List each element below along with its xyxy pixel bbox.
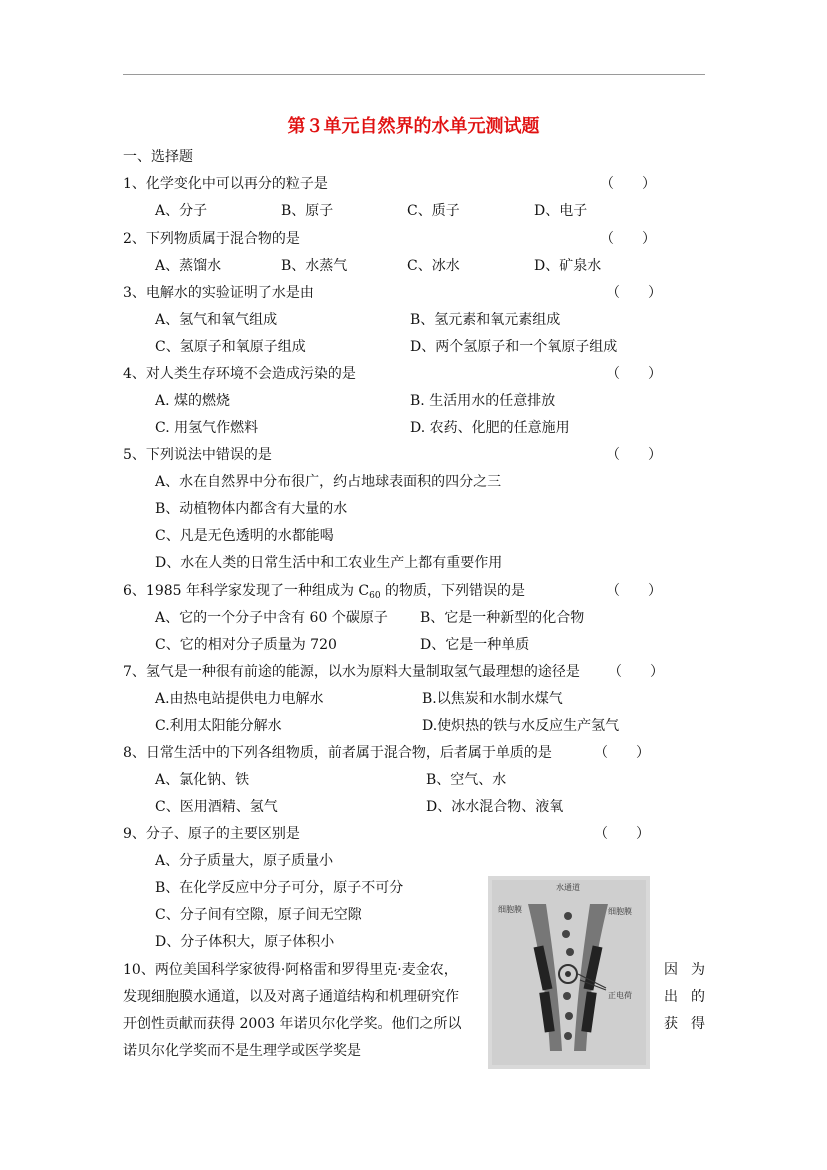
q7-answer-blank: （ ）: [608, 664, 664, 680]
q10-line-3: 开创性贡献而获得 2003 年诺贝尔化学奖。他们之所以: [123, 1016, 462, 1032]
q2-option-b: B、水蒸气: [281, 258, 348, 274]
figure-label-top: 水通道: [556, 883, 580, 892]
header-rule: [123, 74, 705, 75]
q10-line-1-right-a: 因: [664, 962, 678, 978]
positive-charge-center: [565, 971, 571, 977]
q4-stem: 4、对人类生存环境不会造成污染的是: [123, 366, 356, 382]
q5-stem: 5、下列说法中错误的是: [123, 447, 272, 463]
q10-line-2: 发现细胞膜水通道，以及对离子通道结构和机理研究作: [123, 989, 459, 1005]
q5-option-d: D、水在人类的日常生活中和工农业生产上都有重要作用: [155, 555, 503, 571]
section-heading: 一、选择题: [123, 149, 193, 165]
q1-option-a: A、分子: [155, 203, 208, 219]
q1-option-b: B、原子: [281, 203, 334, 219]
figure-label-side: 正电荷: [608, 991, 632, 1000]
q5-option-c: C、凡是无色透明的水都能喝: [155, 528, 334, 544]
water-molecule: [564, 912, 572, 920]
q4-option-a: A. 煤的燃烧: [155, 393, 231, 409]
q9-option-d: D、分子体积大，原子体积小: [155, 934, 335, 950]
q10-line-1: 10、两位美国科学家彼得·阿格雷和罗得里克·麦金农，: [123, 962, 458, 978]
q1-option-d: D、电子: [534, 203, 588, 219]
q4-option-b: B. 生活用水的任意排放: [410, 393, 556, 409]
q4-option-c: C. 用氢气作燃料: [155, 420, 259, 436]
q3-option-a: A、氢气和氧气组成: [155, 312, 278, 328]
q7-option-c: C.利用太阳能分解水: [155, 718, 282, 734]
q8-option-b: B、空气、水: [426, 772, 507, 788]
q4-answer-blank: （ ）: [606, 366, 662, 382]
figure-label-right: 细胞膜: [608, 907, 632, 916]
q9-option-a: A、分子质量大，原子质量小: [155, 853, 334, 869]
q10-line-1-right-b: 为: [691, 962, 705, 978]
q7-stem: 7、氢气是一种很有前途的能源，以水为原料大量制取氢气最理想的途径是: [123, 664, 580, 680]
q1-answer-blank: （ ）: [600, 176, 656, 192]
q7-option-d: D.使炽热的铁与水反应生产氢气: [422, 718, 620, 734]
q8-option-d: D、冰水混合物、液氧: [426, 799, 564, 815]
q9-option-c: C、分子间有空隙，原子间无空隙: [155, 907, 362, 923]
figure-label-left: 细胞膜: [498, 905, 522, 914]
water-channel-figure: [488, 876, 650, 1069]
q5-option-a: A、水在自然界中分布很广，约占地球表面积的四分之三: [155, 474, 502, 490]
q8-option-a: A、氯化钠、铁: [155, 772, 250, 788]
q7-option-a: A.由热电站提供电力电解水: [155, 691, 324, 707]
q6-option-c: C、它的相对分子质量为 720: [155, 637, 337, 653]
q6-option-b: B、它是一种新型的化合物: [420, 610, 585, 626]
q6-stem: 6、1985 年科学家发现了一种组成为 $C_{60}$ 的物质，下列错误的是: [123, 583, 526, 601]
q9-answer-blank: （ ）: [594, 826, 650, 842]
q2-option-a: A、蒸馏水: [155, 258, 222, 274]
water-molecule: [565, 1012, 573, 1020]
q5-answer-blank: （ ）: [606, 447, 662, 463]
q5-option-b: B、动植物体内都含有大量的水: [155, 501, 348, 517]
q10-line-2-right-b: 的: [691, 989, 705, 1005]
q1-stem: 1、化学变化中可以再分的粒子是: [123, 176, 328, 192]
q9-option-b: B、在化学反应中分子可分，原子不可分: [155, 880, 404, 896]
q3-option-d: D、两个氢原子和一个氧原子组成: [410, 339, 618, 355]
q3-option-b: B、氢元素和氧元素组成: [410, 312, 561, 328]
q8-option-c: C、医用酒精、氢气: [155, 799, 278, 815]
water-molecule: [564, 1032, 572, 1040]
q8-answer-blank: （ ）: [594, 745, 650, 761]
q1-option-c: C、质子: [407, 203, 460, 219]
q10-line-3-right-a: 获: [664, 1016, 678, 1032]
q2-answer-blank: （ ）: [600, 231, 656, 247]
q10-line-3-right-b: 得: [691, 1016, 705, 1032]
q10-line-4: 诺贝尔化学奖而不是生理学或医学奖是: [123, 1043, 361, 1059]
q7-option-b: B.以焦炭和水制水煤气: [422, 691, 563, 707]
water-molecule: [562, 930, 570, 938]
q9-stem: 9、分子、原子的主要区别是: [123, 826, 300, 842]
q6-option-a: A、它的一个分子中含有 60 个碳原子: [155, 610, 388, 626]
q2-option-d: D、矿泉水: [534, 258, 602, 274]
q4-option-d: D. 农药、化肥的任意施用: [410, 420, 570, 436]
q10-line-2-right-a: 出: [664, 989, 678, 1005]
q2-option-c: C、冰水: [407, 258, 460, 274]
q8-stem: 8、日常生活中的下列各组物质，前者属于混合物，后者属于单质的是: [123, 745, 552, 761]
water-molecule: [563, 992, 571, 1000]
q3-answer-blank: （ ）: [606, 285, 662, 301]
q6-answer-blank: （ ）: [606, 583, 662, 599]
q6-subscript: 60: [369, 591, 381, 601]
q3-option-c: C、氢原子和氧原子组成: [155, 339, 306, 355]
page-title: 第３单元自然界的水单元测试题: [287, 116, 540, 137]
q2-stem: 2、下列物质属于混合物的是: [123, 231, 300, 247]
water-molecule: [566, 948, 574, 956]
q6-option-d: D、它是一种单质: [420, 637, 530, 653]
q3-stem: 3、电解水的实验证明了水是由: [123, 285, 314, 301]
